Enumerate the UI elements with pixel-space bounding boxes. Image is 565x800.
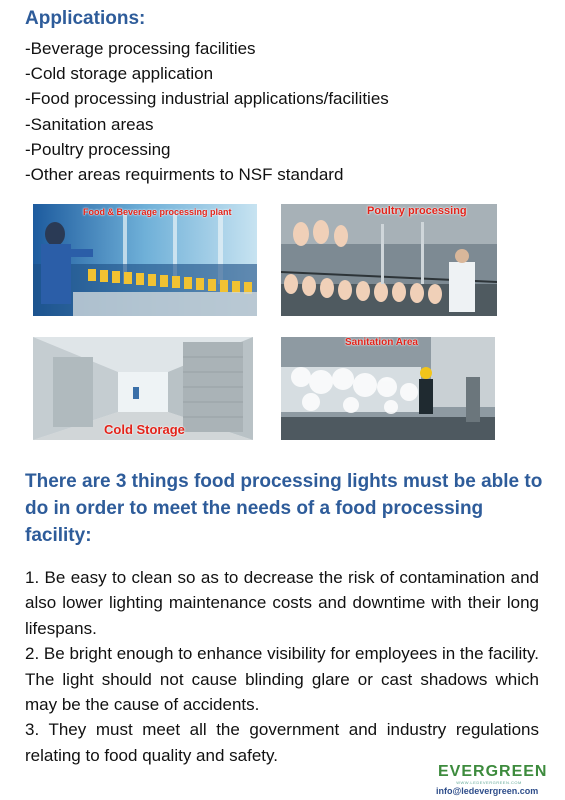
brand-name: EVERGREEN [438, 763, 548, 780]
contact-email: info@ledevergreen.com [436, 786, 539, 796]
list-item: -Poultry processing [25, 139, 171, 159]
list-item: -Food processing industrial applications/facilities [25, 89, 389, 109]
list-item: -Beverage processing facilities [25, 39, 256, 58]
list-item: -Other areas requirments to NSF standard [25, 165, 344, 185]
needs-headline: There are 3 things food processing lights must be able to do in order to meet the needs of a food processing facility: [25, 471, 543, 546]
cold-storage-caption: Cold Storage [104, 422, 185, 437]
list-item: 1. Be easy to clean so as to decrease the risk of contamination and also lower lighting maintenance costs and downtime with their long lifespans. [25, 568, 539, 638]
cold-storage-photo [33, 337, 253, 440]
poultry-photo [281, 204, 497, 316]
list-item: 2. Be bright enough to enhance visibility for employees in the facility. The light should not cause blinding glare or cast shadows which may be the cause of accidents. [25, 644, 539, 715]
applications-heading: Applications: [25, 8, 146, 29]
poultry-caption: Poultry processing [367, 205, 467, 217]
needs-points [25, 565, 539, 768]
list-item: 3. They must meet all the government and industry regulations relating to food quality and safety. [25, 720, 539, 765]
list-item: -Sanitation areas [25, 114, 154, 134]
sanitation-photo [281, 337, 495, 440]
food-beverage-photo [33, 204, 257, 316]
sanitation-caption: Sanitation Area [345, 337, 418, 348]
applications-list [25, 36, 389, 187]
list-item: -Cold storage application [25, 64, 214, 84]
brand-tagline: WWW.LEDEVERGREEN.COM [456, 780, 522, 785]
food-beverage-caption: Food & Beverage processing plant [83, 207, 232, 217]
evergreen-logo [438, 763, 548, 786]
